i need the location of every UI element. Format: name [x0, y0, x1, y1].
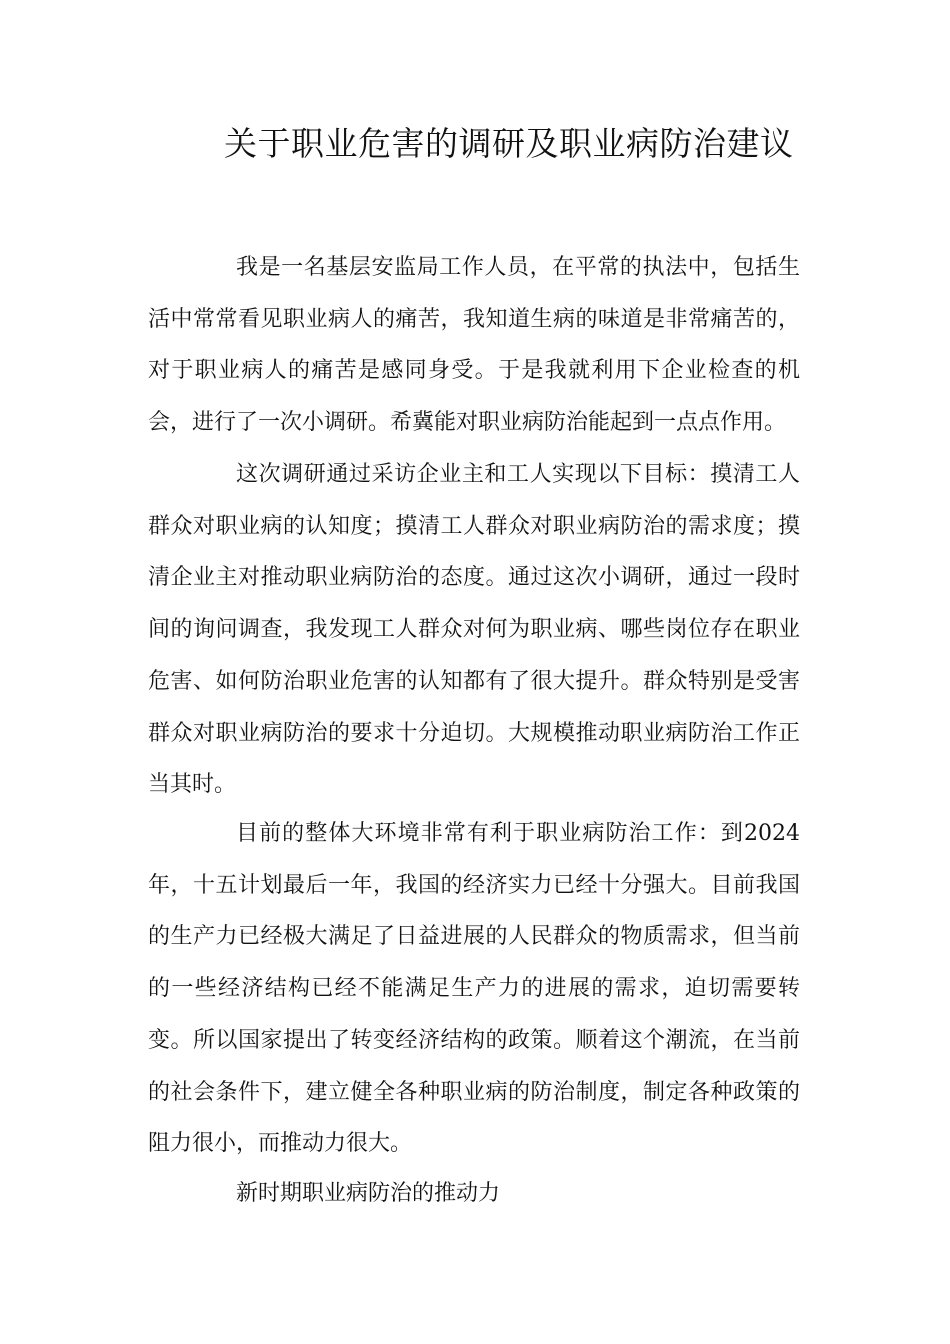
section-heading-driving-force: 新时期职业病防治的推动力	[236, 1181, 501, 1206]
paragraph-survey-goals: 这次调研通过采访企业主和工人实现以下目标：摸清工人群众对职业病的认知度；摸清工人群众对职业病防治的需求度；摸清企业主对推动职业病防治的态度。通过这次小调研，通过一段时间的询问调查，我发现工人群众对何为职业病、哪些岗位存在职业危害、如何防治职业危害的认知都有了很大提升。群众特别是受害群众对职业病防治的要求十分迫切。大规模推动职业病防治工作正当其时。	[148, 462, 800, 798]
paragraph-intro: 我是一名基层安监局工作人员，在平常的执法中，包括生活中常常看见职业病人的痛苦，我知道生病的味道是非常痛苦的，对于职业病人的痛苦是感同身受。于是我就利用下企业检查的机会，进行了一次小调研。希冀能对职业病防治能起到一点点作用。	[148, 255, 800, 436]
paragraph-environment: 目前的整体大环境非常有利于职业病防治工作：到2024年，十五计划最后一年，我国的经济实力已经十分强大。目前我国的生产力已经极大满足了日益进展的人民群众的物质需求，但当前的一些经济结构已经不能满足生产力的进展的需求，迫切需要转变。所以国家提出了转变经济结构的政策。顺着这个潮流，在当前的社会条件下，建立健全各种职业病的防治制度，制定各种政策的阻力很小，而推动力很大。	[148, 821, 800, 1157]
document-title: 关于职业危害的调研及职业病防治建议	[224, 124, 794, 163]
